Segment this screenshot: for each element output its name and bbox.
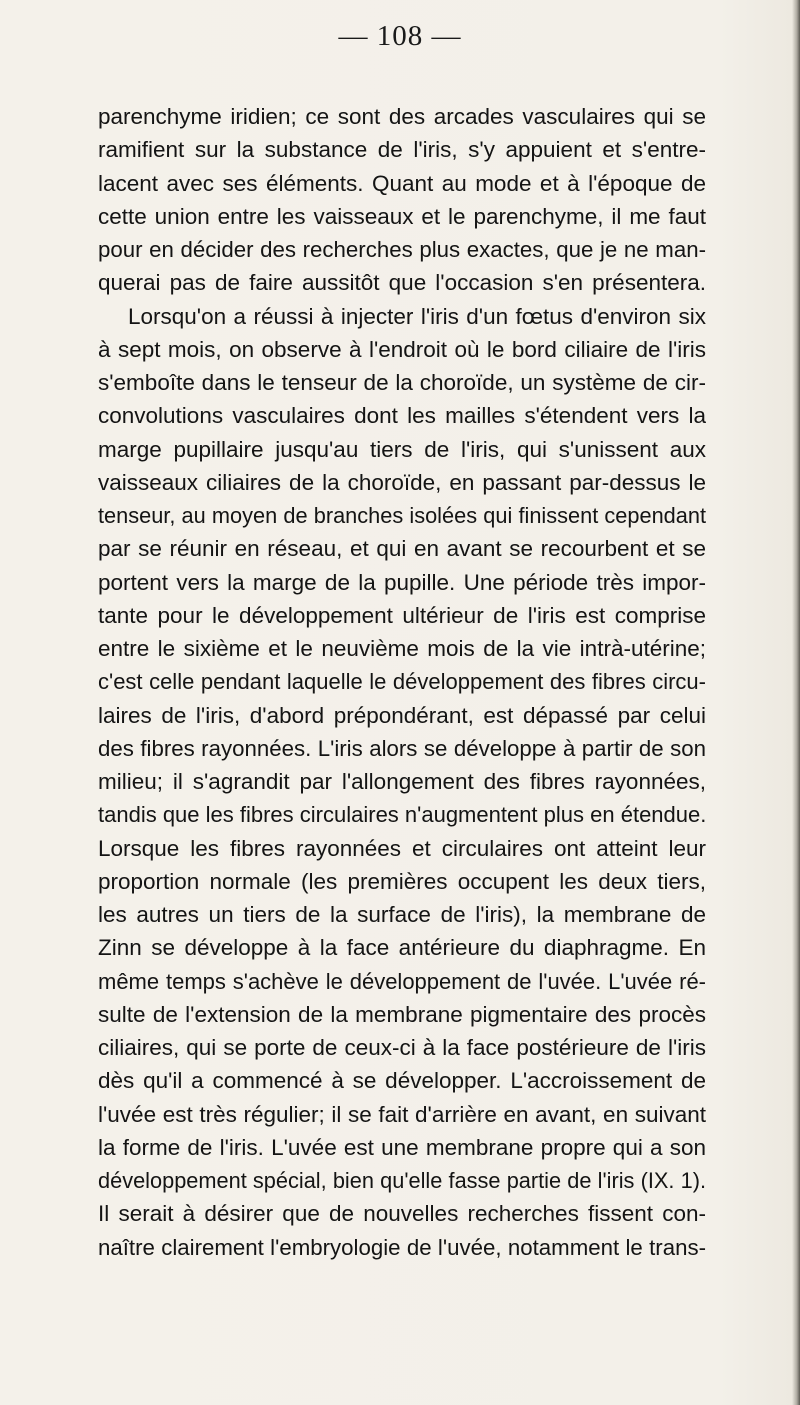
text-line: marge pupillaire jusqu'au tiers de l'iris, qui s'unissent aux [98,436,706,462]
text-line: ciliaires, qui se porte de ceux-ci à la face postérieure de l'iris [98,1035,706,1060]
page-edge-shadow [792,0,800,1405]
text-line: la forme de l'iris. L'uvée est une membrane propre qui a son [98,1134,706,1160]
text-line: Zinn se développe à la face antérieure du diaphragme. En [98,935,706,961]
text-line: c'est celle pendant laquelle le développement des fibres circu- [98,669,706,695]
text-line: cette union entre les vaisseaux et le parenchyme, il me faut [98,203,706,229]
body-text [98,100,706,1264]
text-line: vaisseaux ciliaires de la choroïde, en passant par-dessus le [98,469,706,495]
text-line: à sept mois, on observe à l'endroit où le bord ciliaire de l'iris [98,336,706,362]
text-line: Il serait à désirer que de nouvelles recherches fissent con- [98,1201,706,1227]
text-line: des fibres rayonnées. L'iris alors se développe à partir de son [98,735,706,761]
text-line: sulte de l'extension de la membrane pigmentaire des procès [98,1001,706,1027]
text-line: milieu; il s'agrandit par l'allongement des fibres rayonnées, [98,769,706,794]
text-line: tante pour le développement ultérieur de l'iris est comprise [98,602,706,628]
text-line: par se réunir en réseau, et qui en avant se recourbent et se [98,536,706,562]
text-line: lacent avec ses éléments. Quant au mode et à l'époque de [98,170,706,196]
text-line: laires de l'iris, d'abord prépondérant, est dépassé par celui [98,702,706,728]
text-line: naître clairement l'embryologie de l'uvée, notamment le trans- [98,1234,706,1260]
text-line: parenchyme iridien; ce sont des arcades vasculaires qui se [98,104,706,129]
text-line: développement spécial, bien qu'elle fasse partie de l'iris (IX. 1). [98,1168,706,1193]
text-line: les autres un tiers de la surface de l'iris), la membrane de [98,902,706,927]
text-line: s'emboîte dans le tenseur de la choroïde, un système de cir- [98,370,706,395]
text-line: Lorsqu'on a réussi à injecter l'iris d'un fœtus d'environ six [128,303,706,329]
text-line: dès qu'il a commencé à se développer. L'accroissement de [98,1068,706,1094]
page-number: — 108 — [338,20,462,52]
text-line: portent vers la marge de la pupille. Une période très impor- [98,569,706,595]
text-line: entre le sixième et le neuvième mois de la vie intrà-utérine; [98,636,706,661]
text-line: Lorsque les fibres rayonnées et circulaires ont atteint leur [98,835,706,861]
text-line: querai pas de faire aussitôt que l'occasion s'en présentera. [98,270,706,296]
text-line: l'uvée est très régulier; il se fait d'arrière en avant, en suivant [98,1101,706,1127]
text-line: proportion normale (les premières occupent les deux tiers, [98,868,706,894]
text-line: ramifient sur la substance de l'iris, s'y appuient et s'entre- [98,137,706,163]
text-line: pour en décider des recherches plus exactes, que je ne man- [98,237,706,262]
text-line: convolutions vasculaires dont les mailles s'étendent vers la [98,403,706,429]
text-line: même temps s'achève le développement de l'uvée. L'uvée ré- [98,968,706,994]
text-line: tandis que les fibres circulaires n'augmentent plus en étendue. [98,802,706,828]
text-line: tenseur, au moyen de branches isolées qui finissent cependant [98,503,706,528]
